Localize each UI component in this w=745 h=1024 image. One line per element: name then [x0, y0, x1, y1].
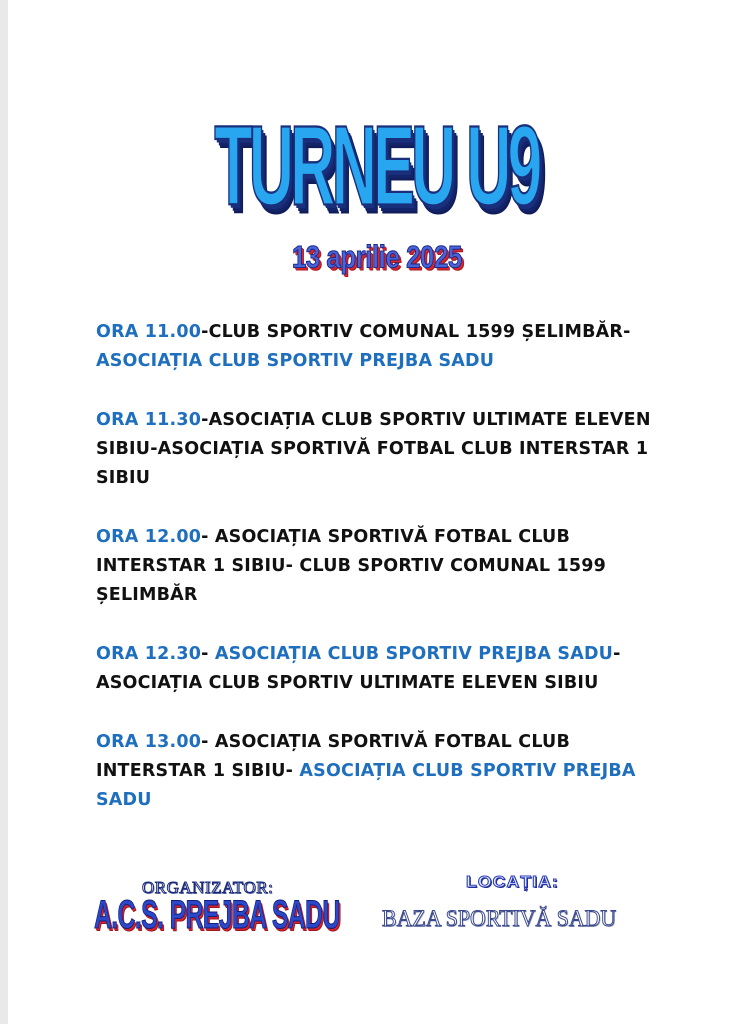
match-team-1: ASOCIAȚIA SPORTIVĂ FOTBAL CLUB INTERSTAR 1 SIBIU: [96, 527, 571, 576]
tournament-date: 13 aprilie 2025: [291, 240, 462, 275]
match-entry: ORA 12.00- ASOCIAȚIA SPORTIVĂ FOTBAL CLUB INTERSTAR 1 SIBIU- CLUB SPORTIV COMUNAL 1599 ȘELIMBĂR: [96, 527, 607, 605]
title-block: [8, 101, 745, 229]
match-team-1: ASOCIAȚIA CLUB SPORTIV PREJBA SADU: [208, 644, 614, 664]
location-label: LOCAȚIA:: [466, 874, 559, 891]
match-team-1: ASOCIAȚIA SPORTIVĂ FOTBAL CLUB INTERSTAR 1 SIBIU: [96, 732, 571, 781]
organizer-name: A.C.S. PREJBA SADU: [94, 893, 340, 937]
match-team-2: CLUB SPORTIV COMUNAL 1599 ȘELIMBĂR: [96, 556, 607, 605]
match-time: ORA 11.00: [96, 322, 202, 342]
date-block: [8, 241, 745, 275]
match-time: ORA 12.30: [96, 644, 202, 664]
match-team-1: CLUB SPORTIV COMUNAL 1599 ȘELIMBĂR: [208, 322, 624, 342]
tournament-title: TURNEU U9: [214, 101, 539, 229]
match-team-2: ASOCIAȚIA CLUB SPORTIV ULTIMATE ELEVEN SIBIU: [96, 673, 599, 693]
match-team-2: ASOCIAȚIA CLUB SPORTIV PREJBA SADU: [96, 351, 495, 371]
match-team-2: ASOCIAȚIA CLUB SPORTIV PREJBA SADU: [96, 761, 636, 810]
match-entry: ORA 11.00-CLUB SPORTIV COMUNAL 1599 ȘELIMBĂR-ASOCIAȚIA CLUB SPORTIV PREJBA SADU: [96, 322, 631, 371]
match-schedule: [96, 318, 656, 845]
match-entry: ORA 11.30-ASOCIAȚIA CLUB SPORTIV ULTIMATE ELEVEN SIBIU-ASOCIAȚIA SPORTIVĂ FOTBAL CLUB INTERSTAR 1 SIBIU: [96, 410, 651, 488]
match-time: ORA 12.00: [96, 527, 202, 547]
match-time: ORA 13.00: [96, 732, 202, 752]
poster-page: [8, 0, 745, 1024]
match-entry: ORA 12.30- ASOCIAȚIA CLUB SPORTIV PREJBA SADU- ASOCIAȚIA CLUB SPORTIV ULTIMATE ELEVEN SIBIU: [96, 644, 621, 693]
match-entry: ORA 13.00- ASOCIAȚIA SPORTIVĂ FOTBAL CLUB INTERSTAR 1 SIBIU- ASOCIAȚIA CLUB SPORTIV PREJBA SADU: [96, 732, 636, 810]
match-team-2: ASOCIAȚIA SPORTIVĂ FOTBAL CLUB INTERSTAR 1 SIBIU: [96, 439, 649, 488]
match-time: ORA 11.30: [96, 410, 202, 430]
match-team-1: ASOCIAȚIA CLUB SPORTIV ULTIMATE ELEVEN SIBIU: [96, 410, 651, 459]
location-name: BAZA SPORTIVĂ SADU: [382, 906, 617, 931]
organizer-label: ORGANIZATOR:: [142, 878, 274, 897]
